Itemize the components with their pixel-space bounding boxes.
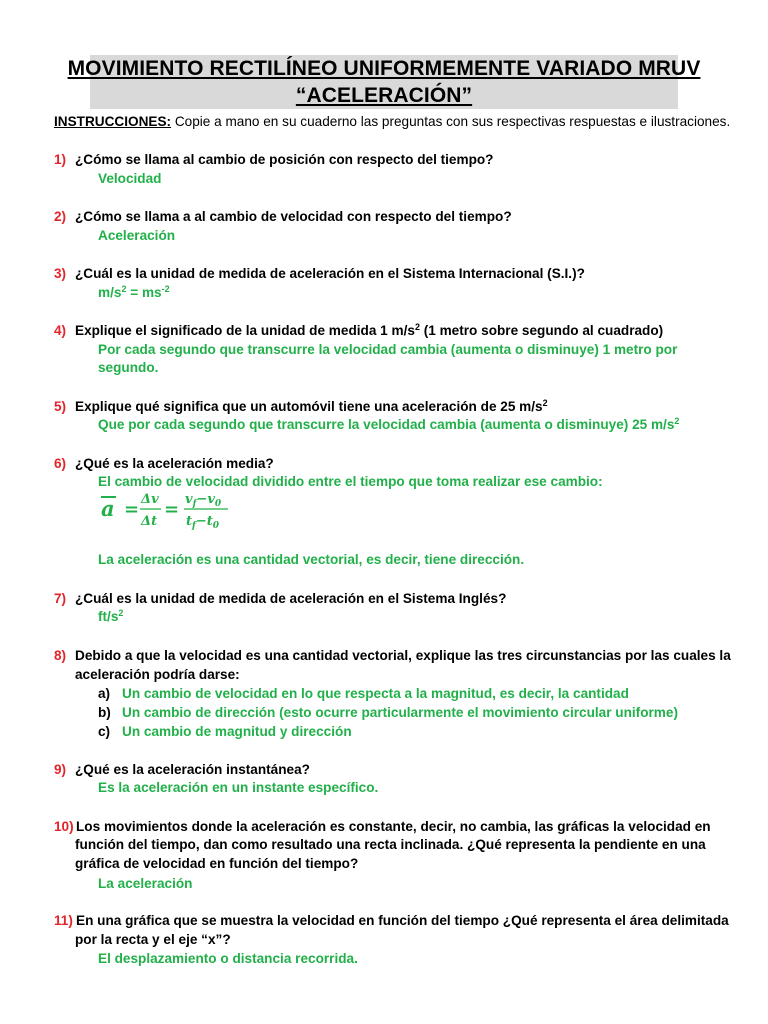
instructions-label: INSTRUCCIONES: xyxy=(54,114,172,129)
formula-equals: = xyxy=(164,499,180,520)
answer-10: La aceleración xyxy=(98,876,193,891)
question-text: Los movimientos donde la aceleración es constante, decir, no cambia, las gráficas la velocidad en xyxy=(76,819,711,834)
list-item-c: c) Un cambio de magnitud y dirección xyxy=(98,724,352,739)
question-11-line-2: por la recta y el eje “x”? xyxy=(75,932,231,947)
instructions xyxy=(54,114,730,129)
question-10 xyxy=(54,818,711,837)
list-item-a: a) Un cambio de velocidad en lo que respecta a la magnitud, es decir, la cantidad xyxy=(98,686,629,701)
question-number: 11) xyxy=(54,913,73,928)
question-text: ¿Cómo se llama a al cambio de velocidad con respecto del tiempo? xyxy=(75,209,512,224)
formula-den1: Δt xyxy=(141,514,158,529)
question-8 xyxy=(54,647,731,666)
document-subtitle: “ACELERACIÓN” xyxy=(295,84,473,107)
answer-text: = ms xyxy=(126,285,162,300)
question-number: 5) xyxy=(54,399,67,414)
question-2 xyxy=(54,208,512,227)
instructions-text: Copie a mano en su cuaderno las preguntas con sus respectivas respuestas e ilustraciones. xyxy=(171,114,731,129)
formula-num1: Δv xyxy=(141,492,159,507)
answer-4-line-1: Por cada segundo que transcurre la velocidad cambia (aumenta o disminuye) 1 metro por xyxy=(98,342,678,357)
question-10-line-2: función del tiempo, dan como resultado una recta inclinada. ¿Qué representa la pendiente en una xyxy=(75,837,706,852)
formula-lhs: a xyxy=(101,496,115,521)
question-text: ¿Cómo se llama al cambio de posición con respecto del tiempo? xyxy=(75,152,494,167)
list-item-b: b) Un cambio de dirección (esto ocurre particularmente el movimiento circular uniforme) xyxy=(98,705,678,720)
answer-exponent: 2 xyxy=(121,284,127,294)
answer-9: Es la aceleración en un instante específico. xyxy=(98,780,379,795)
question-6 xyxy=(54,455,274,474)
answer-exponent: -2 xyxy=(161,284,170,294)
acceleration-formula xyxy=(100,489,270,533)
question-text: ¿Cuál es la unidad de medida de aceleración en el Sistema Inglés? xyxy=(75,591,507,606)
question-text: En una gráfica que se muestra la velocidad en función del tiempo ¿Qué representa el área delimitada xyxy=(76,913,729,928)
formula-equals: = xyxy=(124,499,140,520)
answer-1: Velocidad xyxy=(98,171,162,186)
question-number: 7) xyxy=(54,591,67,606)
question-text: Debido a que la velocidad es una cantidad vectorial, explique las tres circunstancias por las cuales la xyxy=(75,648,731,663)
question-text: Explique qué significa que un automóvil tiene una aceleración de 25 $m/s^2$ xyxy=(75,398,548,414)
question-4 xyxy=(54,322,663,341)
question-number: 2) xyxy=(54,209,67,224)
answer-7: $ft/s^2$ xyxy=(98,608,124,624)
question-number: 10) xyxy=(54,819,74,834)
answer-6-line-2: La aceleración es una cantidad vectorial, es decir, tiene dirección. xyxy=(98,552,525,567)
question-1 xyxy=(54,151,493,170)
question-7 xyxy=(54,590,506,609)
question-number: 1) xyxy=(54,152,67,167)
question-number: 3) xyxy=(54,266,67,281)
question-3 xyxy=(54,265,585,284)
answer-4-line-2: segundo. xyxy=(98,360,159,375)
answer-5: Que por cada segundo que transcurre la velocidad cambia (aumenta o disminuye) 25 $m/s^2$ xyxy=(98,416,680,432)
question-text: ¿Cuál es la unidad de medida de aceleración en el Sistema Internacional (S.I.)? xyxy=(75,266,585,281)
answer-text: m/s xyxy=(98,285,122,300)
question-text: Explique el significado de la unidad de medida 1 $m/s^2$ (1 metro sobre segundo al cuadrado) xyxy=(75,322,664,338)
question-number: 4) xyxy=(54,323,67,338)
answer-2: Aceleración xyxy=(98,228,176,243)
question-11 xyxy=(54,912,729,931)
formula-num2: $v_f-v_0$ xyxy=(185,492,222,509)
question-text: ¿Qué es la aceleración instantánea? xyxy=(75,762,310,777)
answer-11: El desplazamiento o distancia recorrida. xyxy=(98,951,358,966)
question-10-line-3: gráfica de velocidad en función del tiempo? xyxy=(75,856,359,871)
question-number: 9) xyxy=(54,762,67,777)
document-title: MOVIMIENTO RECTILÍNEO UNIFORMEMENTE VARIADO MRUV xyxy=(67,57,701,80)
question-text: ¿Qué es la aceleración media? xyxy=(75,456,274,471)
answer-6-line-1: El cambio de velocidad dividido entre el tiempo que toma realizar ese cambio: xyxy=(98,474,603,489)
answer-3 xyxy=(98,284,170,303)
question-number: 6) xyxy=(54,456,67,471)
formula-den2: $t_f-t_0$ xyxy=(186,514,220,531)
question-5 xyxy=(54,398,548,417)
question-8-line-2: aceleración podría darse: xyxy=(75,667,240,682)
question-9 xyxy=(54,761,310,780)
question-number: 8) xyxy=(54,648,67,663)
